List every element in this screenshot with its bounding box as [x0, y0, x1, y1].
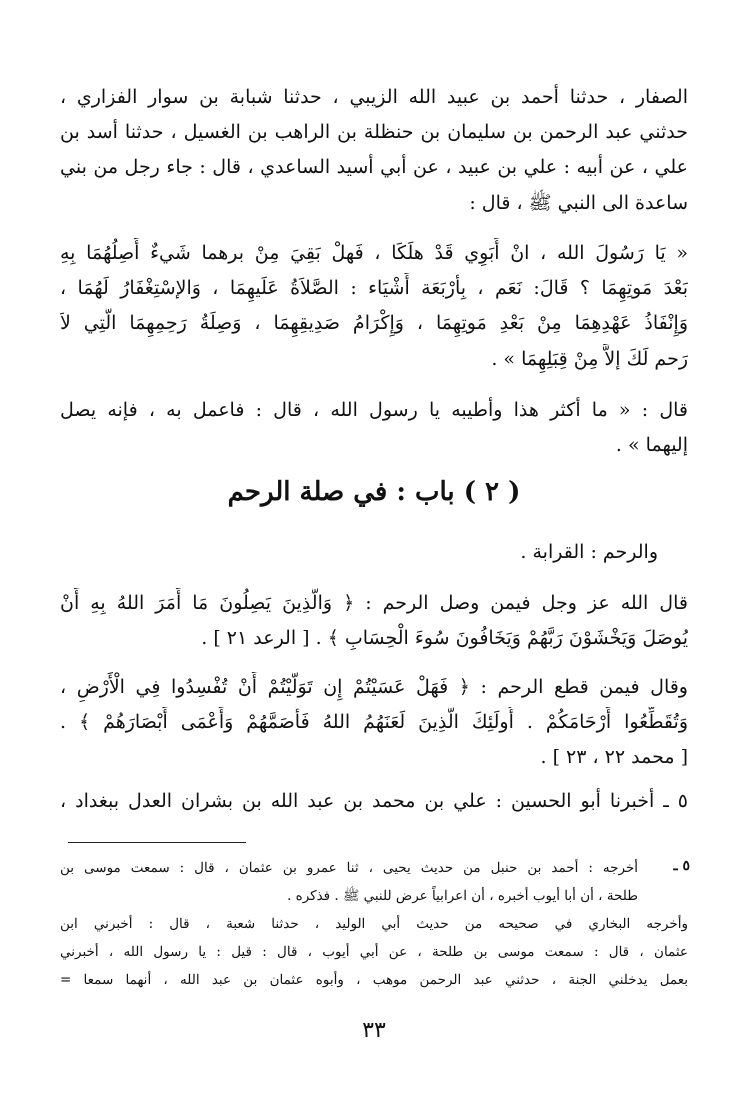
- footnote-line: عثمان ، قال : سمعت موسى بن طلحة ، عن أبي أيوب ، قال : قيل : يا رسول الله ، أخبرني: [60, 944, 688, 960]
- footnote-line: طلحة ، أن أبا أيوب أخبره ، أن اعرابياً عرض للنبي ﷺ . فذكره .: [287, 888, 638, 904]
- text-line: وَتُقَطِّعُوا أَرْحَامَكُمْ . أُولَئِكَ الَّذِينَ لَعَنَهُمُ اللهُ فَأَصَمَّهُمْ وَأَعْمَى أَبْصَارَهُمْ ﴾ .: [60, 711, 688, 733]
- text-line: وقال فيمن قطع الرحم : ﴿ فَهَلْ عَسَيْتُمْ إِن تَوَلَّيْتُمْ أَنْ تُفْسِدُوا فِي الْأَرْضِ ،: [60, 676, 688, 698]
- text-line: رَحم لَكَ إلاَّ مِنْ قِبَلِهِمَا » .: [491, 348, 688, 370]
- footnote-line: بعمل يدخلني الجنة ، حدثني عبد الرحمن موهب ، وأبوه عثمان بن عبد الله ، أنهما سمعا =: [60, 972, 688, 988]
- text-line: يُوصَلَ وَيَخْشَوْنَ رَبَّهُمْ وَيَخَافُونَ سُوءَ الْحِسَابِ ﴾ . [ الرعد ٢١ ] .: [201, 627, 688, 649]
- text-line: علي ، عن أبيه : علي بن عبيد ، عن أبي أسيد الساعدي ، قال : جاء رجل من بني: [60, 156, 688, 178]
- text-line: ٥ ـ أخبرنا أبو الحسين : علي بن محمد بن عبد الله بن بشران العدل ببغداد ،: [60, 790, 688, 812]
- text-line: ساعدة الى النبي ﷺ ، قال :: [469, 192, 688, 214]
- text-line: [ محمد ٢٢ ، ٢٣ ] .: [540, 746, 688, 768]
- text-line: « يَا رَسُولَ الله ، انْ أَبَوِي قَدْ هلَكَا ، فَهلْ بَقِيَ مِنْ برهما شَيءٌ أَصِلُهُمَا بِهِ: [60, 242, 688, 264]
- footnote-number: ٥ ـ: [673, 858, 690, 874]
- text-line: حدثني عبد الرحمن بن سليمان بن حنظلة بن الراهب بن الغسيل ، حدثنا أسد بن: [60, 121, 688, 143]
- chapter-heading: ( ٢ ) باب : في صلة الرحم: [227, 477, 521, 507]
- text-line: وَإِنْفَاذُ عَهْدِهِمَا مِنْ بَعْدِ مَوتِهِمَا ، وَإِكْرَامُ صَدِيقِهِمَا ، وَصِلَةُ رَحِمِهِمَا الَّتِي لاَ: [60, 312, 688, 334]
- text-line: قال : « ما أكثر هذا وأطيبه يا رسول الله ، قال : فاعمل به ، فإنه يصل: [60, 399, 688, 421]
- text-line: قال الله عز وجل فيمن وصل الرحم : ﴿ وَالَّذِينَ يَصِلُونَ مَا أَمَرَ اللهُ بِهِ أَنْ: [60, 592, 688, 614]
- page-number: ٣٣: [362, 1018, 386, 1043]
- text-line: والرحم : القرابة .: [520, 541, 658, 563]
- text-line: بَعْدَ مَوتِهِمَا ؟ قَالَ: نَعَم ، بِأَرْبَعَة أَشْيَاء : الصَّلاَةُ عَلَيهِمَا ، وَالإسْتِغْفَارُ لَهُمَا ،: [60, 277, 688, 299]
- footnote-line: وأخرجه البخاري في صحيحه من حديث أبي الوليد ، حدثنا شعبة ، قال : أخبرني ابن: [60, 916, 688, 932]
- footnote-rule: [68, 842, 246, 843]
- text-line: إليهما » .: [615, 434, 688, 456]
- footnote-line: أخرجه : أحمد بن حنبل من حديث يحيى ، ثنا عمرو بن عثمان ، قال : سمعت موسى بن: [60, 860, 638, 876]
- text-line: الصفار ، حدثنا أحمد بن عبيد الله الزيبي ، حدثنا شبابة بن سوار الفزاري ،: [60, 86, 688, 108]
